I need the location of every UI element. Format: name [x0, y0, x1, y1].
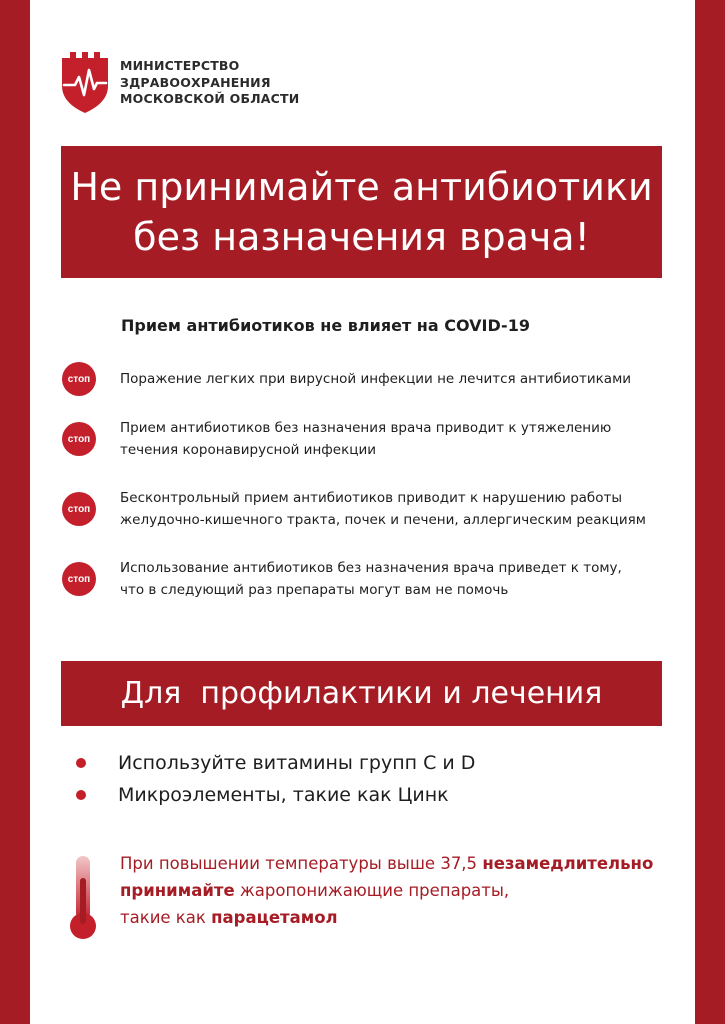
bullet-text: Микроэлементы, такие как Цинк [118, 784, 449, 806]
ministry-name [120, 58, 299, 108]
stop-badge: стоп [62, 422, 96, 456]
left-border-bar [0, 0, 30, 1024]
stop-text [120, 417, 611, 461]
prevention-title: Для профилактики и лечения [120, 676, 603, 711]
right-border-bar [695, 0, 725, 1024]
headline-line: без назначения врача! [133, 215, 590, 259]
stop-text [120, 368, 631, 390]
headline-line: Не принимайте антибиотики [70, 165, 653, 209]
stop-item [62, 362, 631, 396]
stop-badge: стоп [62, 562, 96, 596]
ministry-line: МОСКОВСКОЙ ОБЛАСТИ [120, 91, 300, 107]
thermometer-icon [66, 854, 100, 942]
temperature-note-line [120, 904, 653, 931]
stop-text [120, 487, 646, 531]
temp-text-bold: незамедлительно [482, 854, 654, 873]
ministry-header [60, 52, 299, 114]
prevention-banner [61, 661, 662, 726]
ministry-line: МИНИСТЕРСТВО [120, 58, 240, 74]
temp-text: жаропонижающие препараты, [234, 881, 510, 900]
stop-text-line: течения коронавирусной инфекции [120, 442, 377, 458]
temperature-note [120, 850, 653, 931]
stop-text-line: Бесконтрольный прием антибиотиков приводит к нарушению работы [120, 490, 623, 506]
bullet-item [76, 784, 449, 806]
stop-item [62, 557, 622, 601]
shield-heartbeat-icon [60, 52, 110, 114]
stop-text [120, 557, 622, 601]
stop-badge: стоп [62, 492, 96, 526]
temperature-note-line [120, 850, 653, 877]
stop-badge: стоп [62, 362, 96, 396]
bullet-item [76, 752, 475, 774]
temp-text-bold: принимайте [120, 881, 235, 900]
temp-text: При повышении температуры выше 37,5 [120, 854, 483, 873]
stop-text-line: Использование антибиотиков без назначения врача приведет к тому, [120, 560, 622, 576]
temperature-note-line [120, 877, 653, 904]
bullet-dot-icon [76, 758, 86, 768]
stop-item [62, 417, 611, 461]
stop-text-line: что в следующий раз препараты могут вам не помочь [120, 582, 509, 598]
bullet-text: Используйте витамины групп С и D [118, 752, 476, 774]
subheading: Прием антибиотиков не влияет на COVID-19 [121, 316, 530, 335]
stop-text-line: Поражение легких при вирусной инфекции не лечится антибиотиками [120, 371, 632, 387]
bullet-dot-icon [76, 790, 86, 800]
main-headline-banner [61, 146, 662, 278]
ministry-line: ЗДРАВООХРАНЕНИЯ [120, 74, 271, 90]
stop-item [62, 487, 646, 531]
temp-text-bold: парацетамол [211, 908, 338, 927]
stop-text-line: желудочно-кишечного тракта, почек и печени, аллергическим реакциям [120, 512, 646, 528]
temp-text: такие как [120, 908, 212, 927]
stop-text-line: Прием антибиотиков без назначения врача приводит к утяжелению [120, 420, 612, 436]
